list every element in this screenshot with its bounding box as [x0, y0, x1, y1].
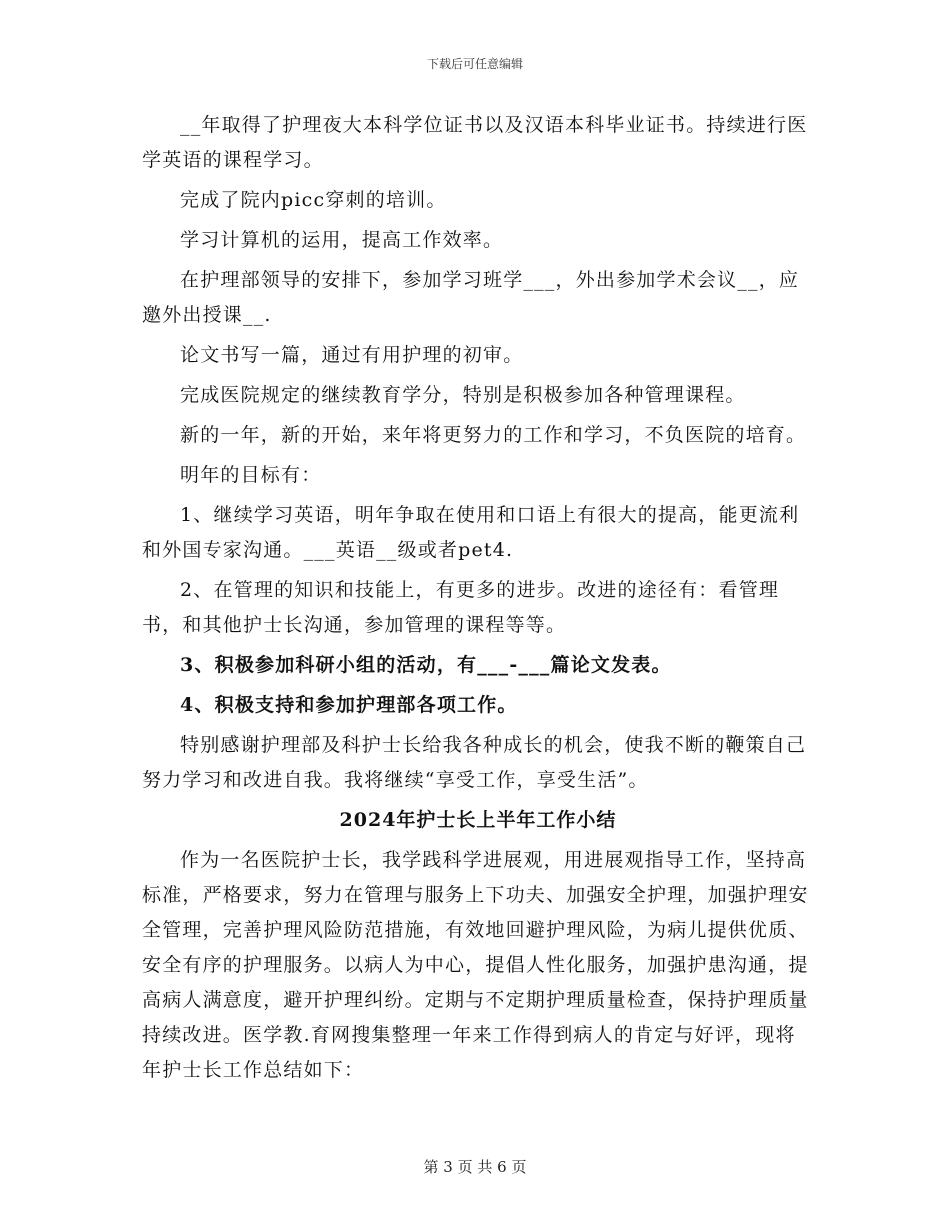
paragraph-degree: __年取得了护理夜大本科学位证书以及汉语本科毕业证书。持续进行医学英语的课程学习。 [142, 114, 808, 171]
paragraph-thanks: 特别感谢护理部及科护士长给我各种成长的机会，使我不断的鞭策自己努力学习和改进自我。我将继续“享受工作，享受生活”。 [142, 734, 807, 791]
goal-item-1: 1、继续学习英语，明年争取在使用和口语上有很大的提高，能更流利和外国专家沟通。___英语__级或者pet4. [142, 504, 800, 561]
paragraph-computer: 学习计算机的运用，提高工作效率。 [180, 229, 504, 251]
page-footer: 第 3 页 共 6 页 [423, 1158, 527, 1176]
paragraph-picc: 完成了院内picc穿刺的培训。 [180, 189, 447, 211]
section-paragraph: 作为一名医院护士长，我学践科学进展观，用进展观指导工作，坚持高标准，严格要求，努力在管理与服务上下功夫、加强安全护理，加强护理安全管理，完善护理风险防范措施，有效地回避护理风险，为病儿提供优质、安全有序的护理服务。以病人为中心，提倡人性化服务，加强护患沟通，提高病人满意度，避开护理纠纷。定期与不定期护理质量检查，保持护理质量持续改进。医学教.育网搜集整理一年来工作得到病人的肯定与好评，现将年护士长工作总结如下： [142, 849, 809, 1081]
goal-item-4: 4、积极支持和参加护理部各项工作。 [180, 694, 518, 716]
goal-item-2: 2、在管理的知识和技能上，有更多的进步。改进的途径有：看管理书，和其他护士长沟通，参加管理的课程等等。 [142, 579, 780, 636]
paragraph-new-year: 新的一年，新的开始，来年将更努力的工作和学习，不负医院的培育。 [180, 424, 807, 446]
section-title: 2024年护士长上半年工作小结 [339, 809, 617, 831]
document-body [142, 108, 814, 1093]
paragraph-training: 在护理部领导的安排下，参加学习班学___，外出参加学术会议__，应邀外出授课__. [142, 269, 800, 326]
paragraph-credits: 完成医院规定的继续教育学分，特别是积极参加各种管理课程。 [180, 384, 746, 406]
goal-item-3: 3、积极参加科研小组的活动，有___-___篇论文发表。 [180, 654, 672, 676]
paragraph-goals-heading: 明年的目标有： [180, 464, 322, 486]
paragraph-thesis: 论文书写一篇，通过有用护理的初审。 [180, 344, 524, 366]
page-header: 下载后可任意编辑 [426, 57, 523, 71]
